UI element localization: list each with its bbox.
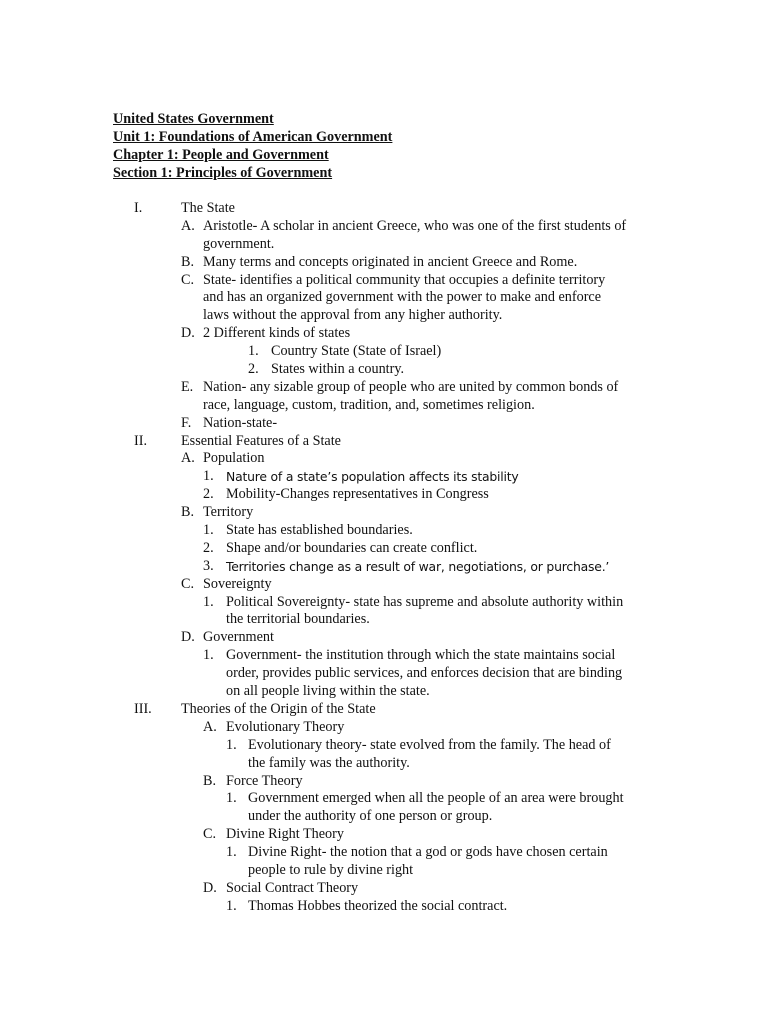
outline-subitem [0,647,768,665]
outline-continuation [0,289,768,307]
number-marker: 1. [203,468,214,485]
number-marker: 1. [226,897,237,914]
item-text: and has an organized government with the power to make and enforce [203,289,602,306]
outline-continuation [0,862,768,880]
roman-numeral: II. [134,432,147,449]
item-text: Social Contract Theory [226,879,359,896]
chapter-title: Chapter 1: People and Government [113,147,329,163]
outline-item [0,200,768,218]
outline-subitem [0,486,768,504]
number-marker: 1. [248,343,259,360]
item-text: Divine Right- the notion that a god or gods have chosen certain [248,844,608,861]
item-text: Government emerged when all the people of an area were brought [248,790,624,807]
item-text: States within a country. [271,361,405,378]
outline-item [0,576,768,594]
outline-continuation [0,611,768,629]
outline-subitem [0,737,768,755]
heading-text: The State [181,200,235,216]
number-marker: 1. [203,593,214,610]
outline-subitem [0,522,768,540]
item-text: Government [203,629,274,646]
number-marker: 1. [226,844,237,861]
item-text: Nature of a state’s population affects its stability [226,469,519,485]
item-text: Aristotle- A scholar in ancient Greece, who was one of the first students of [203,217,627,234]
letter-marker: C. [203,826,217,843]
roman-numeral: III. [134,700,152,717]
outline-item [0,254,768,272]
letter-marker: A. [181,217,195,234]
number-marker: 2. [203,486,214,503]
outline-continuation [0,397,768,415]
number-marker: 3. [203,557,214,574]
item-text: Shape and/or boundaries can create conflict. [226,539,478,556]
outline-subitem [0,361,768,379]
item-text: laws without the approval from any higher authority. [203,307,503,324]
number-marker: 1. [226,790,237,807]
outline-item [0,629,768,647]
letter-marker: B. [181,504,195,521]
outline-item [0,504,768,522]
outline-item [0,218,768,236]
outline-item [0,773,768,791]
outline-continuation [0,665,768,683]
outline-continuation [0,236,768,254]
item-text: Territory [203,504,254,521]
outline-item [0,433,768,451]
item-text: order, provides public services, and enforces decision that are binding [226,665,623,682]
roman-numeral: I. [134,200,143,216]
outline-item [0,379,768,397]
item-text: race, language, custom, tradition, and, sometimes religion. [203,396,535,413]
item-text: Force Theory [226,772,303,789]
item-text: the family was the authority. [248,754,410,771]
item-text: Territories change as a result of war, negotiations, or purchase.’ [226,558,610,574]
item-text: Evolutionary theory- state evolved from the family. The head of [248,736,611,753]
letter-marker: A. [203,718,217,735]
outline-item [0,272,768,290]
outline-continuation [0,683,768,701]
item-text: State- identifies a political community that occupies a definite territory [203,271,606,288]
letter-marker: D. [181,325,195,342]
number-marker: 1. [226,736,237,753]
outline-item [0,880,768,898]
item-text: Political Sovereignty- state has supreme and absolute authority within [226,593,624,610]
outline-subitem [0,343,768,361]
outline-item [0,701,768,719]
letter-marker: B. [181,253,195,270]
item-text: on all people living within the state. [226,683,430,700]
outline-subitem [0,898,768,916]
item-text: Evolutionary Theory [226,718,345,735]
outline-subitem [0,844,768,862]
outline-item [0,415,768,433]
item-text: under the authority of one person or group. [248,808,493,825]
item-text: Thomas Hobbes theorized the social contract. [248,897,508,914]
outline-continuation [0,808,768,826]
letter-marker: D. [181,629,195,646]
item-text: Nation- any sizable group of people who are united by common bonds of [203,378,619,395]
outline-subitem [0,790,768,808]
outline-subitem [0,540,768,558]
outline-item [0,450,768,468]
item-text: Many terms and concepts originated in ancient Greece and Rome. [203,253,578,270]
letter-marker: E. [181,378,194,395]
outline-continuation [0,755,768,773]
outline-subitem [0,594,768,612]
item-text: Divine Right Theory [226,826,344,843]
letter-marker: B. [203,772,217,789]
letter-marker: F. [181,414,192,431]
outline [0,200,768,916]
outline-subitem [0,558,768,576]
item-text: people to rule by divine right [248,861,414,878]
section-title: Section 1: Principles of Government [113,165,333,181]
letter-marker: C. [181,575,195,592]
number-marker: 1. [203,647,214,664]
letter-marker: A. [181,450,195,467]
item-text: the territorial boundaries. [226,611,370,628]
item-text: Population [203,450,265,467]
number-marker: 2. [203,539,214,556]
outline-item [0,719,768,737]
number-marker: 1. [203,522,214,539]
outline-item [0,325,768,343]
outline-continuation [0,307,768,325]
unit-title: Unit 1: Foundations of American Government [113,129,393,145]
outline-subitem [0,468,768,486]
item-text: Mobility-Changes representatives in Congress [226,486,489,503]
item-text: State has established boundaries. [226,522,413,539]
number-marker: 2. [248,361,259,378]
heading-text: Essential Features of a State [181,432,341,449]
item-text: Government- the institution through which the state maintains social [226,647,616,664]
item-text: Country State (State of Israel) [271,343,442,360]
heading-text: Theories of the Origin of the State [181,700,376,717]
item-text: government. [203,235,275,252]
letter-marker: D. [203,879,217,896]
letter-marker: C. [181,271,195,288]
course-title: United States Government [113,111,274,127]
item-text: Sovereignty [203,575,272,592]
item-text: 2 Different kinds of states [203,325,351,342]
outline-item [0,826,768,844]
item-text: Nation-state- [203,414,278,431]
